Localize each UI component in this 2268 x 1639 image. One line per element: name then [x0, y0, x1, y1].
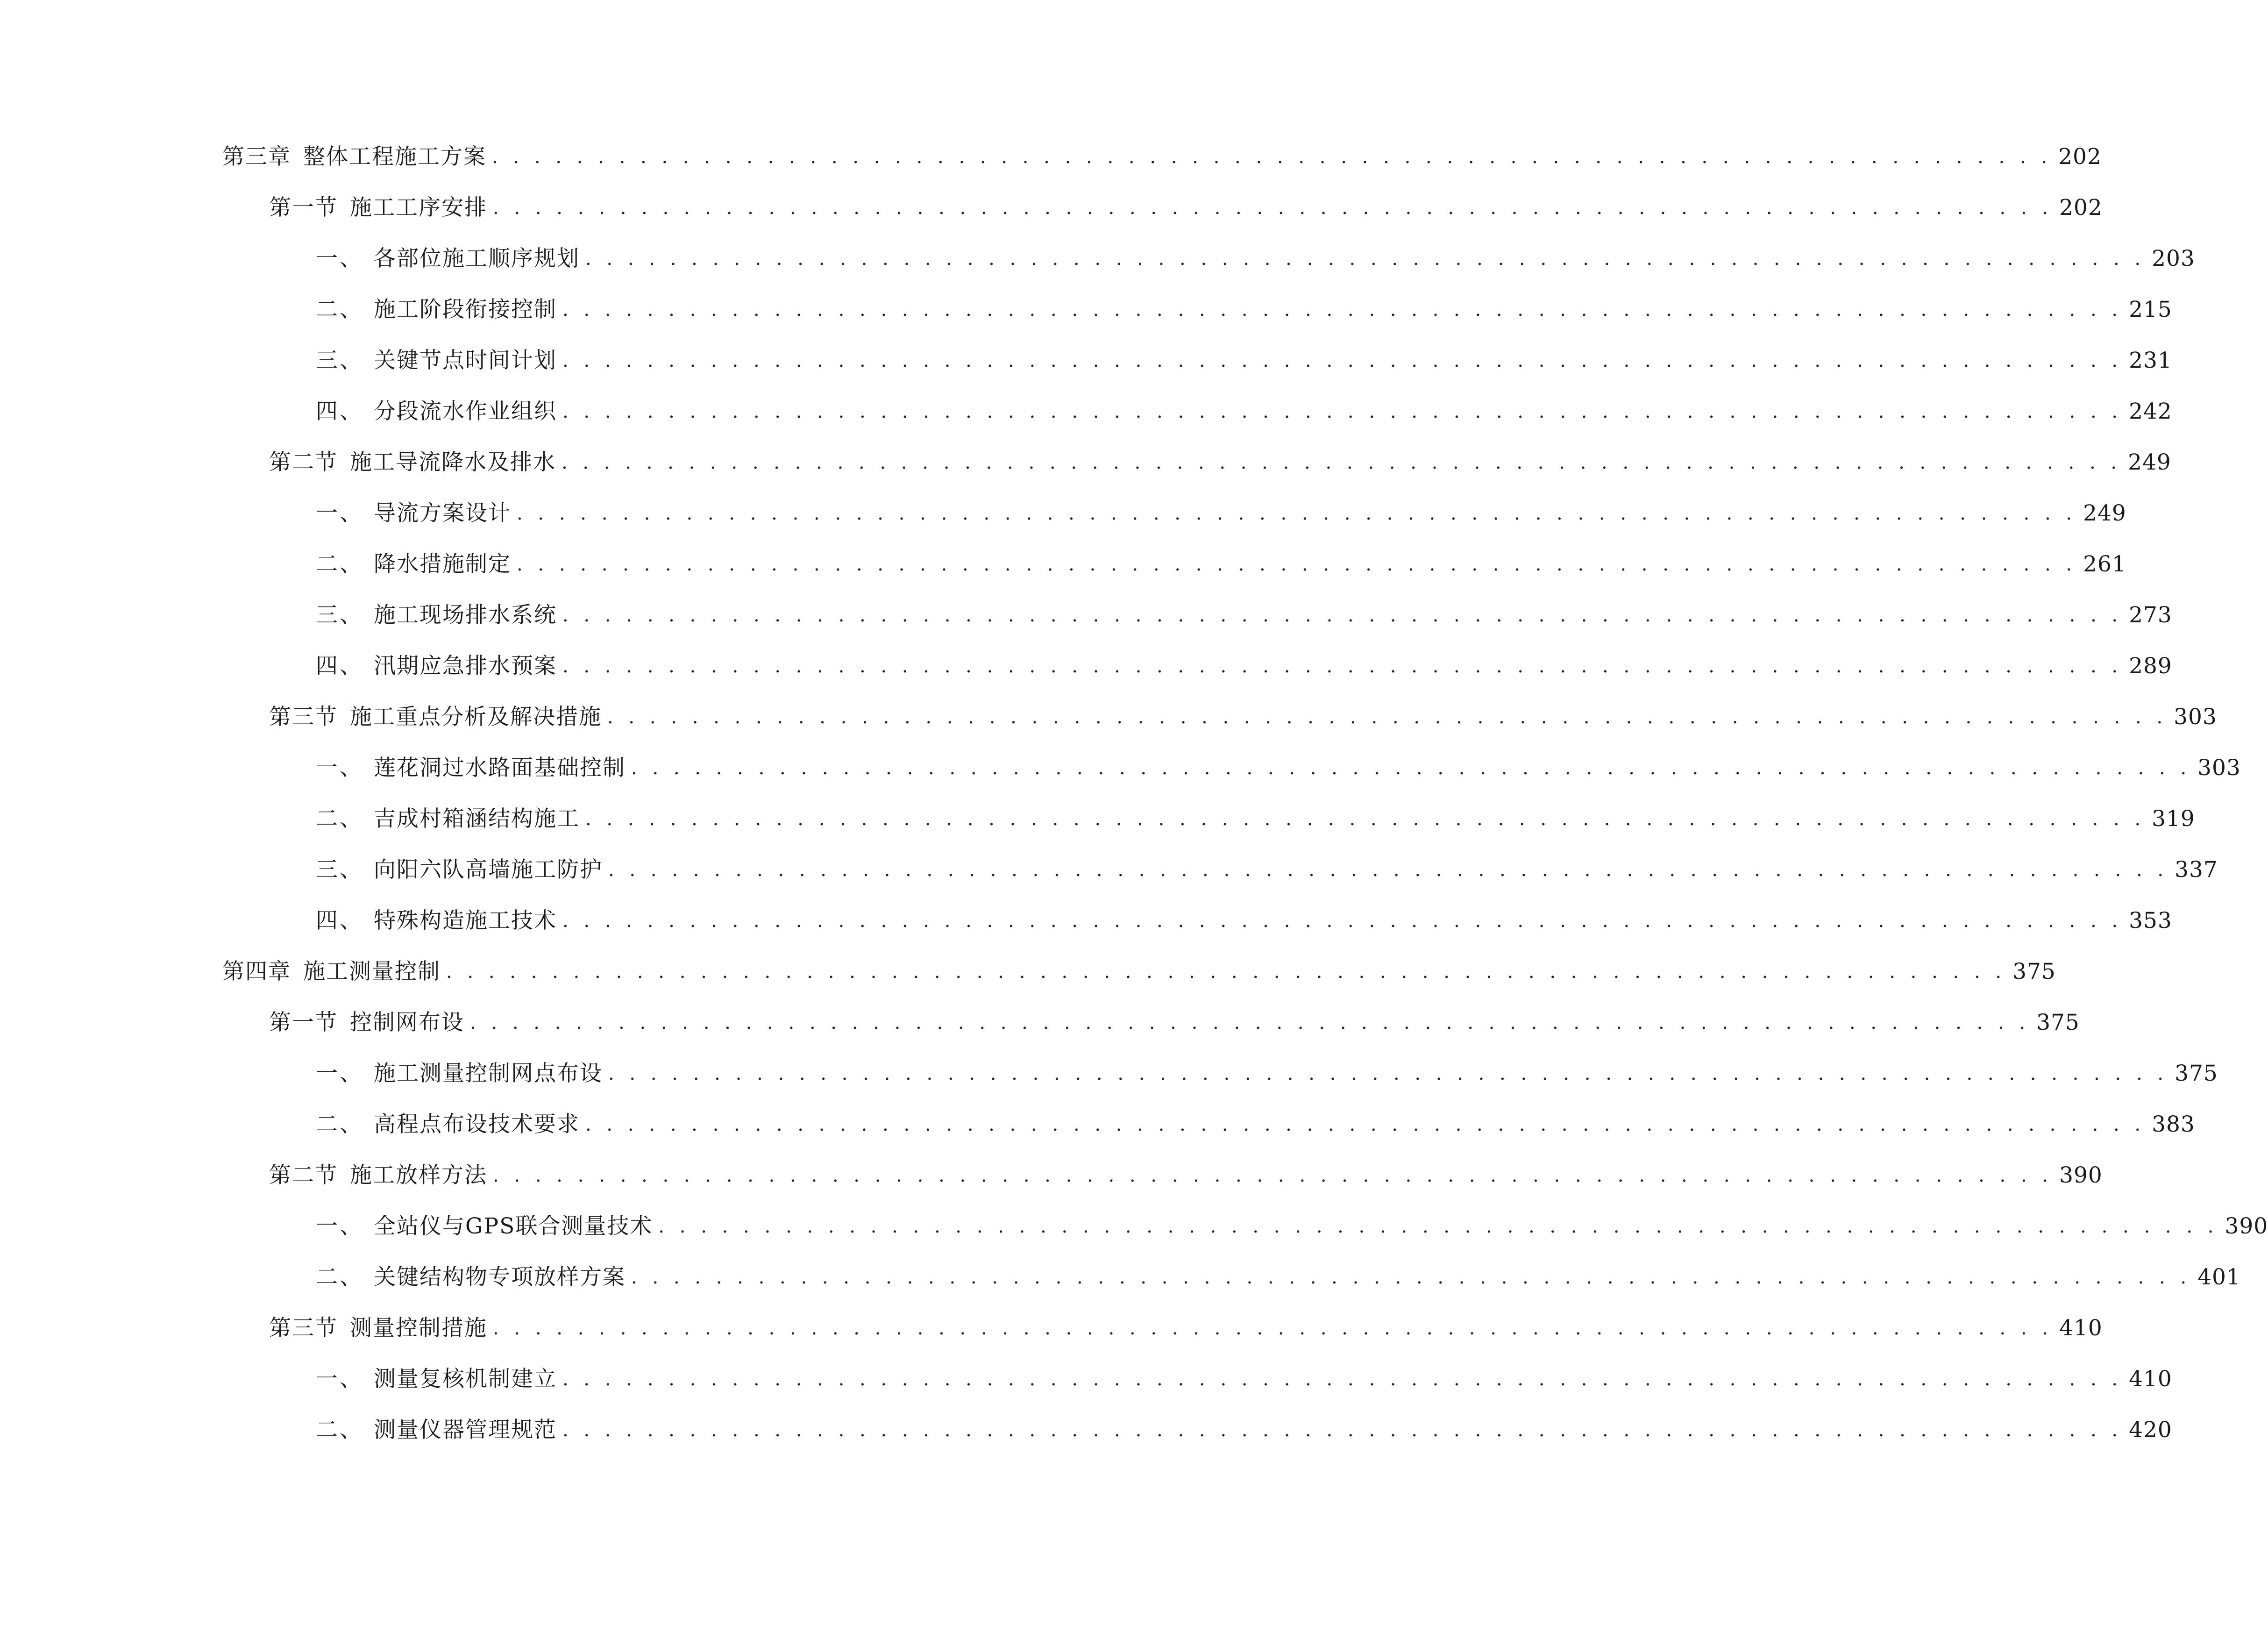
toc-entry-page: 390	[2225, 1213, 2268, 1239]
toc-entry-section[interactable]	[269, 189, 2103, 227]
toc-leader-dots: . . . . . . . . . . . . . . . . . . . . . . . . . . . . . . . . . . . . . . . . . . . . . . . . . . . . . . . . . . . . . . . . . . . . . . . . . .	[631, 757, 2191, 779]
toc-entry-section[interactable]	[269, 1157, 2103, 1194]
toc-entry-title: 测量控制措施	[350, 1315, 487, 1341]
toc-entry-title: 测量仪器管理规范	[374, 1417, 557, 1443]
toc-entry-title: 吉成村箱涵结构施工	[374, 806, 580, 832]
toc-entry-subsection[interactable]	[316, 800, 2195, 838]
toc-entry-page: 420	[2129, 1417, 2172, 1443]
toc-entry-title: 整体工程施工方案	[303, 144, 486, 170]
toc-entry-subsection[interactable]	[316, 648, 2172, 685]
toc-entry-number: 三、	[316, 348, 363, 373]
toc-entry-page: 375	[2175, 1061, 2218, 1086]
toc-entry-page: 249	[2083, 500, 2126, 526]
toc-entry-chapter[interactable]	[222, 953, 2056, 991]
toc-entry-title: 施工阶段衔接控制	[374, 297, 557, 322]
toc-leader-dots: . . . . . . . . . . . . . . . . . . . . . . . . . . . . . . . . . . . . . . . . . . . . . . . . . . . . . . . . . . . . . . . . . . . . . . . . . .	[517, 554, 2077, 575]
toc-leader-dots: . . . . . . . . . . . . . . . . . . . . . . . . . . . . . . . . . . . . . . . . . . . . . . . . . . . . . . . . . . . . . . . . . . . . . . . . . .	[562, 656, 2123, 677]
toc-entry-title: 莲花洞过水路面基础控制	[374, 755, 626, 781]
toc-entry-number: 第四章	[222, 959, 291, 984]
toc-entry-title: 施工工序安排	[350, 195, 487, 221]
toc-leader-dots: . . . . . . . . . . . . . . . . . . . . . . . . . . . . . . . . . . . . . . . . . . . . . . . . . . . . . . . . . . . . . . . . . . . . . . . . . .	[585, 808, 2146, 830]
toc-entry-page: 261	[2083, 551, 2126, 577]
toc-entry-page: 383	[2152, 1112, 2195, 1137]
toc-entry-subsection[interactable]	[316, 240, 2195, 278]
toc-entry-number: 第三章	[222, 144, 291, 170]
toc-entry-page: 353	[2129, 908, 2172, 934]
toc-entry-page: 375	[2036, 1010, 2080, 1035]
toc-entry-title: 向阳六队高墙施工防护	[374, 857, 603, 883]
toc-entry-subsection[interactable]	[316, 851, 2218, 889]
toc-entry-title: 关键结构物专项放样方案	[374, 1264, 626, 1290]
toc-entry-title: 施工测量控制	[303, 959, 441, 984]
toc-entry-number: 三、	[316, 857, 363, 883]
toc-entry-number: 二、	[316, 297, 363, 322]
toc-leader-dots: . . . . . . . . . . . . . . . . . . . . . . . . . . . . . . . . . . . . . . . . . . . . . . . . . . . . . . . . . . . . . . . . . . . . . . . . . .	[585, 248, 2146, 270]
toc-leader-dots: . . . . . . . . . . . . . . . . . . . . . . . . . . . . . . . . . . . . . . . . . . . . . . . . . . . . . . . . . . . . . . . . . . . . . . . . . .	[608, 859, 2168, 881]
toc-entry-title: 高程点布设技术要求	[374, 1112, 580, 1137]
toc-entry-subsection[interactable]	[316, 495, 2126, 532]
toc-entry-number: 第一节	[269, 195, 338, 221]
toc-entry-title: 全站仪与GPS联合测量技术	[374, 1213, 653, 1239]
toc-entry-number: 四、	[316, 908, 363, 934]
toc-entry-page: 337	[2175, 857, 2218, 883]
toc-entry-title: 各部位施工顺序规划	[374, 246, 580, 271]
toc-entry-page: 203	[2152, 246, 2195, 271]
toc-entry-subsection[interactable]	[316, 902, 2172, 940]
toc-entry-number: 三、	[316, 602, 363, 628]
toc-entry-number: 二、	[316, 1112, 363, 1137]
toc-entry-page: 303	[2197, 755, 2241, 781]
toc-entry-subsection[interactable]	[316, 1259, 2241, 1296]
toc-entry-section[interactable]	[269, 1004, 2080, 1041]
toc-entry-title: 施工重点分析及解决措施	[350, 704, 602, 730]
toc-leader-dots: . . . . . . . . . . . . . . . . . . . . . . . . . . . . . . . . . . . . . . . . . . . . . . . . . . . . . . . . . . . . . . . . . . . . . . . . . .	[493, 197, 2053, 219]
toc-entry-page: 231	[2129, 348, 2172, 373]
toc-entry-number: 二、	[316, 806, 363, 832]
toc-leader-dots: . . . . . . . . . . . . . . . . . . . . . . . . . . . . . . . . . . . . . . . . . . . . . . . . . . . . . . . . . . . . . . . . . . . . . . . . . .	[562, 452, 2122, 473]
toc-entry-title: 施工现场排水系统	[374, 602, 557, 628]
toc-entry-title: 分段流水作业组织	[374, 399, 557, 424]
toc-entry-page: 215	[2129, 297, 2172, 322]
toc-entry-number: 二、	[316, 1264, 363, 1290]
toc-leader-dots: . . . . . . . . . . . . . . . . . . . . . . . . . . . . . . . . . . . . . . . . . . . . . . . . . . . . . . . . . . . . . . . . . . . . . . . . . .	[658, 1216, 2218, 1237]
toc-entry-title: 特殊构造施工技术	[374, 908, 557, 934]
toc-entry-page: 202	[2059, 195, 2103, 221]
toc-entry-number: 二、	[316, 1417, 363, 1443]
toc-leader-dots: . . . . . . . . . . . . . . . . . . . . . . . . . . . . . . . . . . . . . . . . . . . . . . . . . . . . . . . . . . . . . . . . . . . . . . . . . .	[492, 146, 2052, 168]
toc-leader-dots: . . . . . . . . . . . . . . . . . . . . . . . . . . . . . . . . . . . . . . . . . . . . . . . . . . . . . . . . . . . . . . . . . . . . . . . . . .	[562, 605, 2123, 626]
toc-entry-section[interactable]	[269, 1310, 2103, 1347]
toc-leader-dots: . . . . . . . . . . . . . . . . . . . . . . . . . . . . . . . . . . . . . . . . . . . . . . . . . . . . . . . . . . . . . . . . . . . . . . . . . .	[607, 706, 2168, 728]
toc-leader-dots: . . . . . . . . . . . . . . . . . . . . . . . . . . . . . . . . . . . . . . . . . . . . . . . . . . . . . . . . . . . . . . . . . . . . . . . . . .	[562, 1368, 2123, 1390]
toc-entry-number: 第二节	[269, 1162, 338, 1188]
toc-leader-dots: . . . . . . . . . . . . . . . . . . . . . . . . . . . . . . . . . . . . . . . . . . . . . . . . . . . . . . . . . . . . . . . . . . . . . . . . . .	[562, 401, 2123, 422]
toc-leader-dots: . . . . . . . . . . . . . . . . . . . . . . . . . . . . . . . . . . . . . . . . . . . . . . . . . . . . . . . . . . . . . . . . . . . . . . . . . .	[585, 1114, 2146, 1135]
toc-entry-subsection[interactable]	[316, 597, 2172, 634]
toc-entry-number: 一、	[316, 755, 363, 781]
toc-entry-page: 390	[2059, 1162, 2103, 1188]
toc-entry-subsection[interactable]	[316, 291, 2172, 328]
toc-entry-section[interactable]	[269, 444, 2171, 481]
toc-entry-page: 410	[2059, 1315, 2103, 1341]
toc-entry-page: 319	[2152, 806, 2195, 832]
toc-entry-subsection[interactable]	[316, 393, 2172, 430]
toc-entry-page: 289	[2129, 653, 2172, 679]
toc-leader-dots: . . . . . . . . . . . . . . . . . . . . . . . . . . . . . . . . . . . . . . . . . . . . . . . . . . . . . . . . . . . . . . . . . . . . . . . . . .	[470, 1012, 2030, 1033]
toc-entry-chapter[interactable]	[222, 138, 2102, 176]
toc-entry-title: 测量复核机制建立	[374, 1366, 557, 1392]
toc-entry-subsection[interactable]	[316, 1208, 2268, 1245]
toc-leader-dots: . . . . . . . . . . . . . . . . . . . . . . . . . . . . . . . . . . . . . . . . . . . . . . . . . . . . . . . . . . . . . . . . . . . . . . . . . .	[631, 1267, 2191, 1288]
toc-entry-page: 242	[2129, 399, 2172, 424]
toc-entry-page: 249	[2128, 449, 2171, 475]
toc-entry-number: 四、	[316, 399, 363, 424]
toc-leader-dots: . . . . . . . . . . . . . . . . . . . . . . . . . . . . . . . . . . . . . . . . . . . . . . . . . . . . . . . . . . . . . . . . . . . . . . . . . .	[446, 961, 2006, 983]
toc-entry-number: 一、	[316, 500, 363, 526]
toc-entry-section[interactable]	[269, 698, 2217, 736]
toc-entry-page: 303	[2174, 704, 2217, 730]
toc-entry-number: 一、	[316, 246, 363, 271]
toc-entry-subsection[interactable]	[316, 546, 2126, 583]
toc-entry-subsection[interactable]	[316, 1411, 2172, 1449]
toc-leader-dots: . . . . . . . . . . . . . . . . . . . . . . . . . . . . . . . . . . . . . . . . . . . . . . . . . . . . . . . . . . . . . . . . . . . . . . . . . .	[562, 350, 2123, 371]
toc-entry-subsection[interactable]	[316, 1361, 2172, 1398]
toc-entry-page: 202	[2058, 144, 2102, 170]
toc-entry-page: 410	[2129, 1366, 2172, 1392]
toc-leader-dots: . . . . . . . . . . . . . . . . . . . . . . . . . . . . . . . . . . . . . . . . . . . . . . . . . . . . . . . . . . . . . . . . . . . . . . . . . .	[608, 1063, 2168, 1084]
toc-entry-subsection[interactable]	[316, 1106, 2195, 1143]
toc-entry-title: 施工放样方法	[350, 1162, 487, 1188]
toc-leader-dots: . . . . . . . . . . . . . . . . . . . . . . . . . . . . . . . . . . . . . . . . . . . . . . . . . . . . . . . . . . . . . . . . . . . . . . . . . .	[562, 299, 2123, 321]
toc-entry-number: 一、	[316, 1213, 363, 1239]
toc-entry-number: 第三节	[269, 1315, 338, 1341]
toc-entry-subsection[interactable]	[316, 342, 2172, 379]
toc-entry-page: 375	[2012, 959, 2056, 984]
toc-entry-number: 第三节	[269, 704, 338, 730]
toc-entry-title: 汛期应急排水预案	[374, 653, 557, 679]
toc-entry-title: 降水措施制定	[374, 551, 511, 577]
toc-entry-title: 关键节点时间计划	[374, 348, 557, 373]
toc-leader-dots: . . . . . . . . . . . . . . . . . . . . . . . . . . . . . . . . . . . . . . . . . . . . . . . . . . . . . . . . . . . . . . . . . . . . . . . . . .	[562, 1419, 2123, 1441]
toc-entry-number: 一、	[316, 1366, 363, 1392]
toc-entry-title: 导流方案设计	[374, 500, 511, 526]
toc-entry-page: 273	[2129, 602, 2172, 628]
toc-entry-number: 一、	[316, 1061, 363, 1086]
toc-entry-number: 二、	[316, 551, 363, 577]
toc-leader-dots: . . . . . . . . . . . . . . . . . . . . . . . . . . . . . . . . . . . . . . . . . . . . . . . . . . . . . . . . . . . . . . . . . . . . . . . . . .	[493, 1165, 2053, 1186]
toc-leader-dots: . . . . . . . . . . . . . . . . . . . . . . . . . . . . . . . . . . . . . . . . . . . . . . . . . . . . . . . . . . . . . . . . . . . . . . . . . .	[517, 503, 2077, 524]
toc-entry-title: 施工导流降水及排水	[350, 449, 556, 475]
toc-entry-page: 401	[2197, 1264, 2241, 1290]
toc-entry-subsection[interactable]	[316, 749, 2241, 787]
toc-entry-title: 施工测量控制网点布设	[374, 1061, 603, 1086]
toc-entry-number: 第一节	[269, 1010, 338, 1035]
toc-leader-dots: . . . . . . . . . . . . . . . . . . . . . . . . . . . . . . . . . . . . . . . . . . . . . . . . . . . . . . . . . . . . . . . . . . . . . . . . . .	[562, 910, 2123, 932]
toc-entry-title: 控制网布设	[350, 1010, 464, 1035]
toc-entry-number: 四、	[316, 653, 363, 679]
toc-entry-subsection[interactable]	[316, 1055, 2218, 1092]
toc-entry-number: 第二节	[269, 449, 338, 475]
toc-leader-dots: . . . . . . . . . . . . . . . . . . . . . . . . . . . . . . . . . . . . . . . . . . . . . . . . . . . . . . . . . . . . . . . . . . . . . . . . . .	[493, 1318, 2053, 1339]
